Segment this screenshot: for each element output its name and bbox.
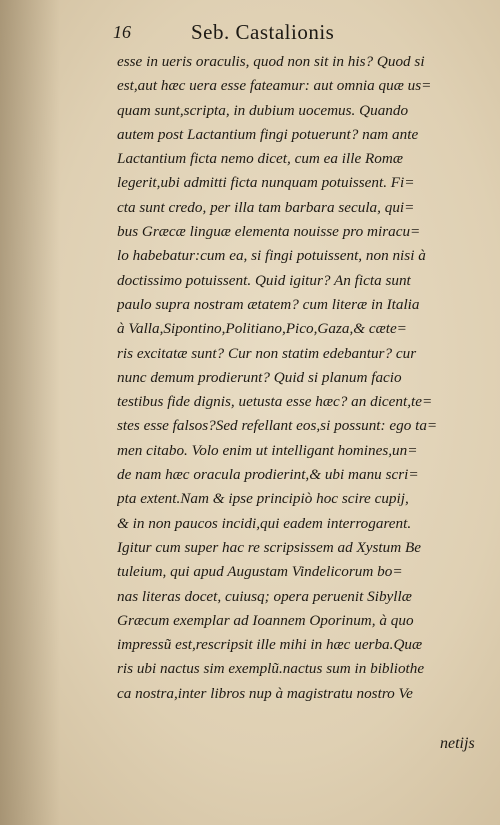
text-line: paulo supra nostram ætatem? cum literæ in Italia <box>117 295 420 313</box>
text-line: testibus fide dignis, uetusta esse hæc? an dicent,te= <box>117 393 433 411</box>
text-line: quam sunt,scripta, in dubium uocemus. Quando <box>117 101 409 119</box>
text-line: men citabo. Volo enim ut intelligant homines,un= <box>117 441 418 459</box>
text-line: ris ubi nactus sim exemplũ.nactus sum in bibliothe <box>117 660 425 678</box>
text-line: lo habebatur:cum ea, si fingi potuissent, non nisi à <box>117 247 426 265</box>
text-line: autem post Lactantium fingi potuerunt? nam ante <box>117 125 419 143</box>
page-number: 16 <box>113 22 131 42</box>
text-line: esse in ueris oraculis, quod non sit in his? Quod si <box>117 53 425 70</box>
body-text <box>117 50 495 706</box>
text-line: nunc demum prodierunt? Quid si planum facio <box>117 368 402 386</box>
text-line: pta extent.Nam & ipse principiò hoc scire cupij, <box>117 490 409 508</box>
text-line: à Valla,Sipontino,Politiano,Pico,Gaza,& cæte= <box>117 320 407 338</box>
text-line: impressũ est,rescripsit ille mihi in hæc uerba.Quæ <box>117 636 423 654</box>
page-gutter-shadow <box>0 0 60 825</box>
text-line: tuleium, qui apud Augustam Vindelicorum bo= <box>117 563 403 581</box>
text-line: legerit,ubi admitti ficta nunquam potuissent. Fi= <box>117 174 415 192</box>
text-line: Igitur cum super hac re scripsissem ad Xystum Be <box>117 538 421 556</box>
text-line: Lactantium ficta nemo dicet, cum ea ille Romæ <box>117 150 403 168</box>
text-line: stes esse falsos?Sed refellant eos,si possunt: ego ta= <box>117 417 438 435</box>
text-line: est,aut hæc uera esse fateamur: aut omnia quæ us= <box>117 77 432 95</box>
text-line: de nam hæc oracula prodierint,& ubi manu scri= <box>117 466 419 484</box>
catchword: netijs <box>440 735 475 752</box>
text-line: bus Græcæ linguæ elementa nouisse pro miracu= <box>117 223 421 241</box>
running-head: Seb. Castalionis <box>191 20 335 44</box>
text-line: nas literas docet, cuiusq; opera peruenit Sibyllæ <box>117 587 412 605</box>
text-line: Græcum exemplar ad Ioannem Oporinum, à quo <box>117 611 414 629</box>
text-line: ris excitatæ sunt? Cur non statim edebantur? cur <box>117 344 417 362</box>
text-line: cta sunt credo, per illa tam barbara secula, qui= <box>117 198 415 216</box>
text-line: ca nostra,inter libros nup à magistratu nostro Ve <box>117 684 413 702</box>
text-line: & in non paucos incidi,qui eadem interrogarent. <box>117 514 412 532</box>
page-header <box>113 18 473 48</box>
text-line: doctissimo potuissent. Quid igitur? An ficta sunt <box>117 271 411 289</box>
